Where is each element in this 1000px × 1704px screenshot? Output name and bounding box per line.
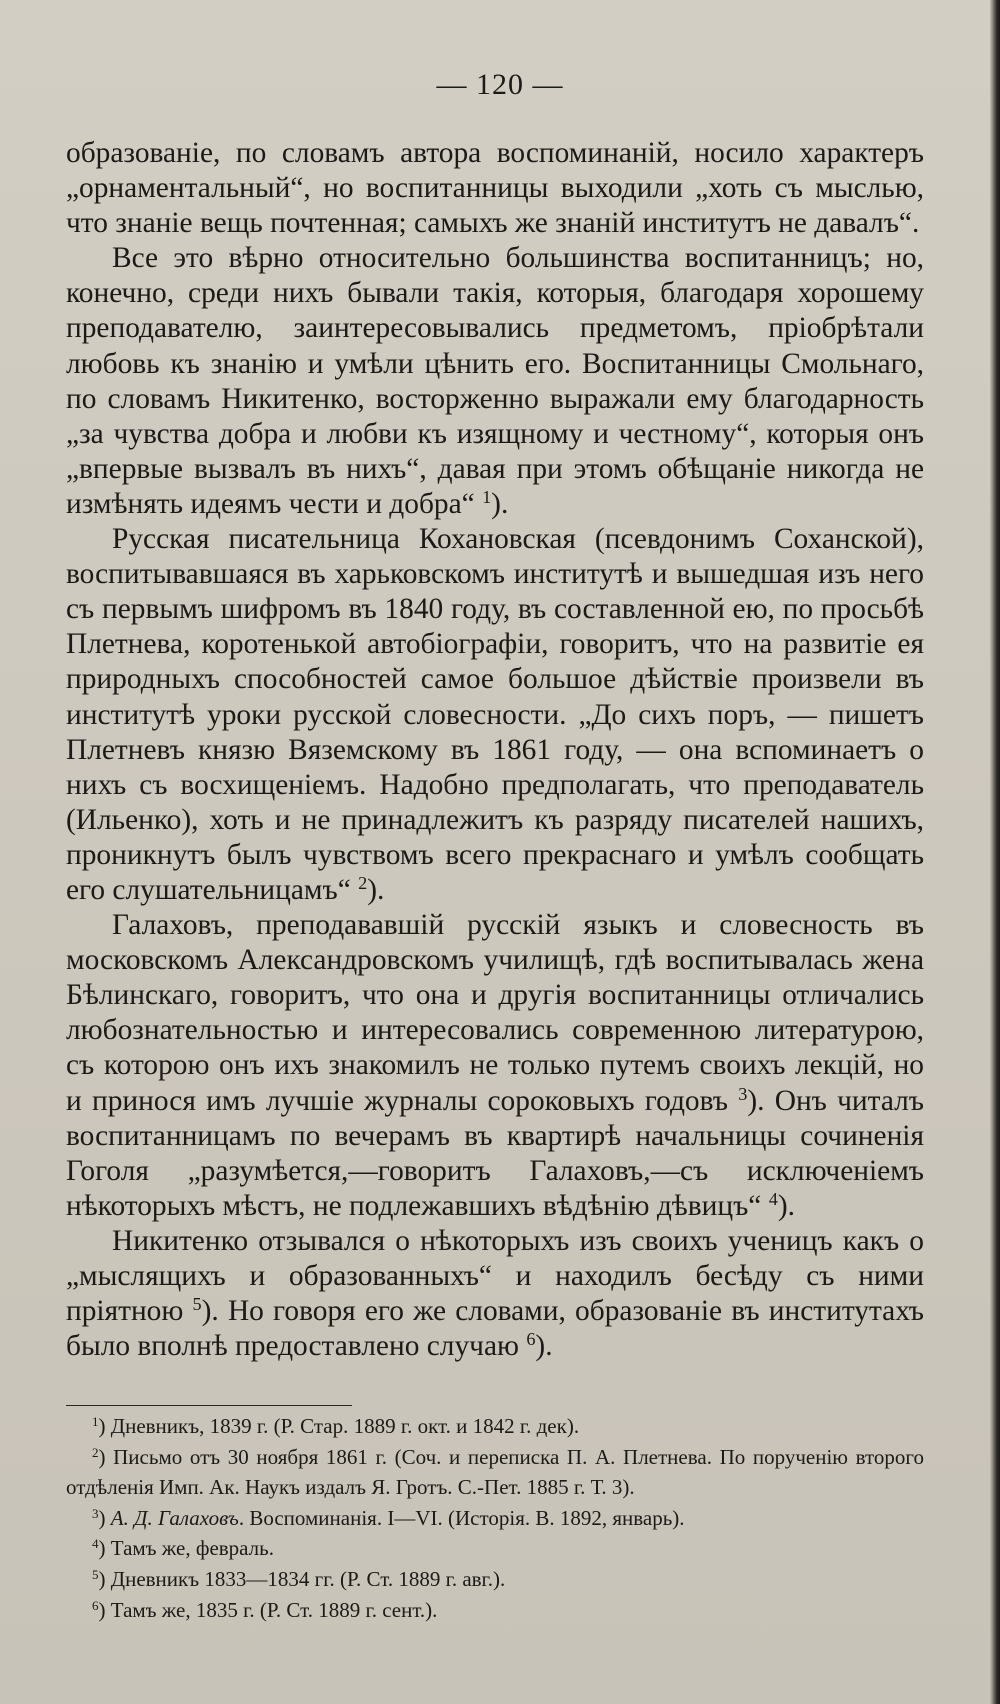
paragraph-4 <box>66 908 924 1224</box>
paragraph-3-tail: ). <box>367 873 385 906</box>
paragraph-5-mid: ). Но говоря его же словами, образованіе въ институтахъ было вполнѣ предоставлено случаю <box>66 1295 924 1363</box>
footnote-2-mark: 2 <box>92 1444 99 1460</box>
paragraph-5 <box>66 1224 924 1364</box>
footnote-4-mark: 4 <box>92 1536 99 1552</box>
paragraph-1-text: образованіе, по словамъ автора воспоминаній, носило характеръ „орнаментальный“, но воспитанницы выходили „хоть съ мыслью, что знаніе вещь почтенная; самыхъ же знаній институтъ не давалъ“. <box>66 137 924 240</box>
paragraph-5-tail: ). <box>535 1330 553 1363</box>
paragraph-2-text: Все это вѣрно относительно большинства воспитанницъ; но, конечно, среди нихъ бывали такія, которыя, благодаря хорошему преподавателю, заинтересовывались предметомъ, пріобрѣтали любовь къ знанію и умѣли цѣнить его. Воспитанницы Смольнаго, по словамъ Никитенко, восторженно выражали ему благодарность „за чувства добра и любви къ изящному и честному“, которыя онъ „впервые вызвалъ въ нихъ“, давая при этомъ обѣщаніе никогда не измѣнять идеямъ чести и добра“ <box>66 242 924 520</box>
footnote-2 <box>66 1442 924 1503</box>
footnote-ref-1: 1 <box>482 486 492 507</box>
paragraph-2 <box>66 241 924 522</box>
footnote-3-author: А. Д. Галаховъ <box>110 1505 239 1530</box>
footnote-1 <box>66 1411 924 1442</box>
footnote-6-mark: 6 <box>92 1597 99 1613</box>
footnote-1-text: ) Дневникъ, 1839 г. (Р. Стар. 1889 г. окт. и 1842 г. дек). <box>98 1414 580 1438</box>
footnote-ref-6: 6 <box>526 1329 536 1350</box>
footnote-ref-5: 5 <box>192 1294 202 1315</box>
page-number: — 120 — <box>436 68 564 101</box>
footnote-5-text: ) Дневникъ 1833—1834 гг. (Р. Ст. 1889 г. авг.). <box>98 1566 506 1591</box>
footnote-ref-4: 4 <box>768 1188 778 1209</box>
footnote-2-text: ) Письмо отъ 30 ноября 1861 г. (Соч. и переписка П. А. Плетнева. По порученію второго отдѣленія Имп. Ак. Наукъ издалъ Я. Гротъ. С.-Пет. 1885 г. Т. 3). <box>66 1444 924 1500</box>
footnote-3: $^3$) А. Д. Галаховъ. Воспоминанія. I—VI. (Исторія. В. 1892, январь). <box>92 1505 685 1530</box>
footnote-6 <box>66 1595 924 1626</box>
footnote-5 <box>66 1564 924 1595</box>
footnote-divider <box>66 1405 352 1406</box>
paragraph-4-tail: ). <box>777 1189 795 1222</box>
paragraph-4-mid: ). Онъ читалъ воспитанницамъ по вечерамъ въ квартирѣ начальницы сочиненія Гоголя „разумѣется,—говоритъ Галаховъ,—съ исключеніемъ нѣкоторыхъ мѣстъ, не подлежавшихъ вѣдѣнію дѣвицъ“ <box>66 1084 924 1222</box>
footnote-3-mark: 3 <box>92 1505 99 1521</box>
paragraph-5-text: Никитенко отзывался о нѣкоторыхъ изъ своихъ ученицъ какъ о „мыслящихъ и образованныхъ“ и находилъ бесѣду съ ними пріятною <box>66 1224 924 1328</box>
paragraph-4-text: Галаховъ, преподававшій русскій языкъ и словесность въ московскомъ Александровскомъ училищѣ, гдѣ воспитывалась жена Бѣлинскаго, говоритъ, что она и другія воспитанницы отличались любознательностью и интересовались современною литературою, съ которою онъ ихъ знакомилъ не только путемъ своихъ лекцій, но и принося имъ лучшіе журналы сороковыхъ годовъ <box>66 909 924 1117</box>
paragraph-3-text: Русская писательница Кохановская (псевдонимъ Соханской), воспитывавшаяся въ харьковскомъ институтѣ и вышедшая изъ него съ первымъ шифромъ въ 1840 году, въ составленной ею, по просьбѣ Плетнева, коротенькой автобіографіи, говоритъ, что на развитіе ея природныхъ способностей самое большое дѣйствіе произвели въ институтѣ уроки русской словесности. „До сихъ поръ, — пишетъ Плетневъ князю Вяземскому въ 1861 году, — она вспоминаетъ о нихъ съ восхищеніемъ. Надобно предполагать, что преподаватель (Ильенко), хоть и не принадлежитъ къ разряду писателей нашихъ, проникнутъ былъ чувствомъ всего прекраснаго и умѣлъ сообщать его слушательницамъ“ <box>66 523 924 906</box>
footnote-4-text: ) Тамъ же, февраль. <box>98 1536 274 1561</box>
footnote-5-mark: 5 <box>92 1566 99 1582</box>
paragraph-1 <box>66 136 924 241</box>
footnote-4 <box>66 1533 924 1564</box>
footnotes <box>66 1411 924 1625</box>
footnote-3-text: . Воспоминанія. I—VI. (Исторія. В. 1892, январь). <box>238 1505 685 1530</box>
footnote-6-text: ) Тамъ же, 1835 г. (Р. Ст. 1889 г. сент.). <box>98 1597 438 1622</box>
paragraph-2-tail: ). <box>491 487 509 520</box>
paragraph-3 <box>66 522 924 908</box>
footnote-1-mark: 1 <box>92 1413 99 1429</box>
main-text <box>66 136 924 1364</box>
footnote-ref-2: 2 <box>358 872 368 893</box>
page-edge-shadow <box>990 0 1000 1704</box>
footnote-ref-3: 3 <box>738 1083 748 1104</box>
